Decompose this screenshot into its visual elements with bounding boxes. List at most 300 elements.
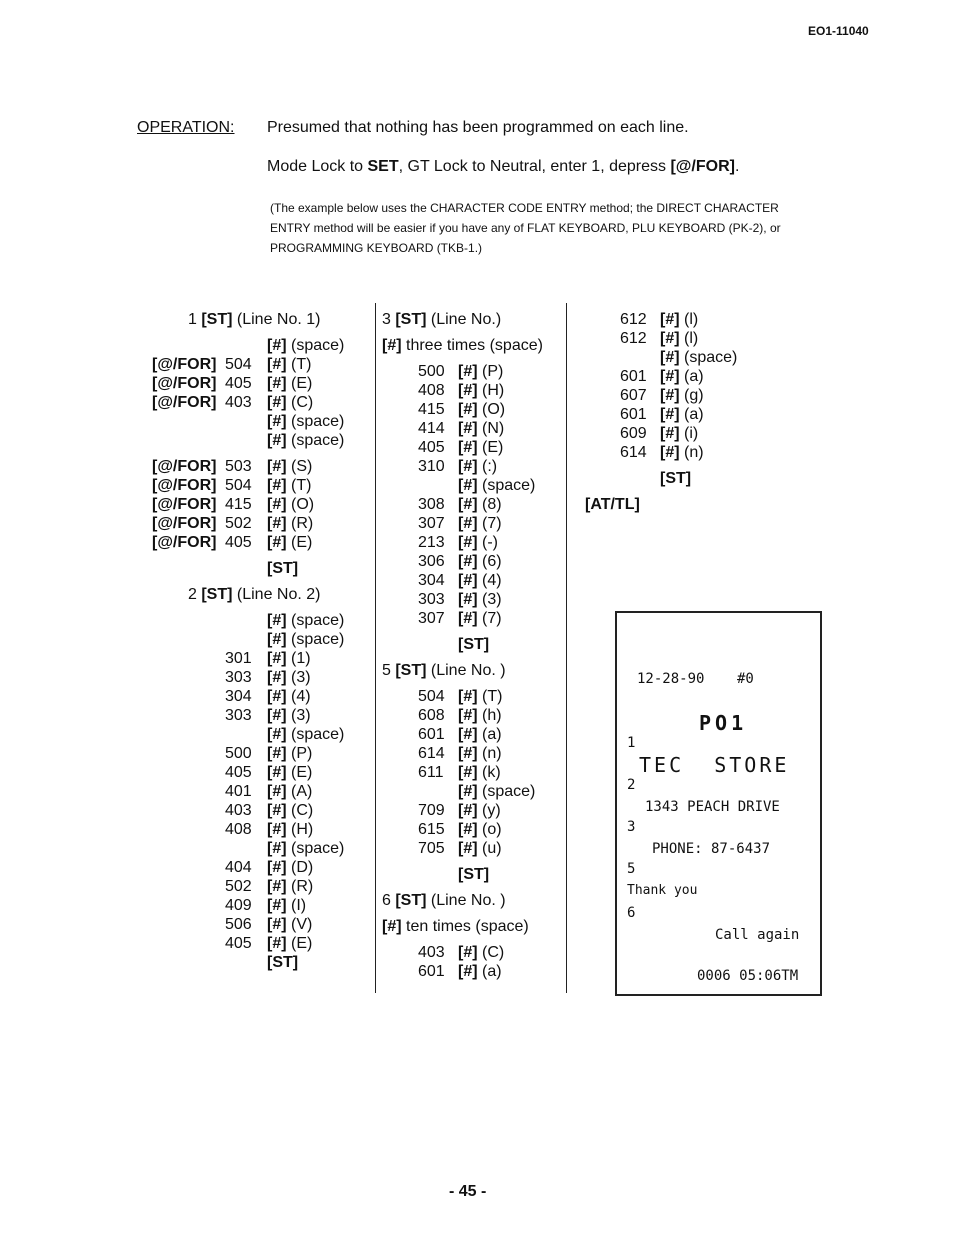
key-char: (space) [286, 631, 345, 648]
instruction-line [380, 476, 565, 495]
instruction-line [380, 609, 565, 628]
instruction-line [580, 329, 800, 348]
hash-key: [#] [267, 337, 287, 354]
line-label: (Line No. 2) [232, 586, 321, 603]
instruction-line [140, 668, 370, 687]
key-char: (space) [286, 337, 345, 354]
instruction-line [580, 367, 800, 386]
key-char: (R) [286, 515, 314, 532]
st-key: [ST] [267, 954, 299, 971]
hash-key: [#] [660, 425, 680, 442]
hash-key: [#] [458, 764, 478, 781]
character-code: 403 [225, 394, 252, 411]
line-heading [382, 661, 506, 680]
key-entry [660, 405, 704, 424]
key-entry [267, 495, 314, 514]
instruction-line [140, 706, 370, 725]
instruction-line [380, 865, 565, 884]
hash-key: [#] [267, 745, 287, 762]
key-entry [458, 381, 504, 400]
instruction-line [380, 687, 565, 706]
st-key: [ST] [395, 892, 427, 909]
character-code: 504 [225, 356, 252, 373]
instruction-line [380, 661, 565, 680]
hash-key: [#] [267, 496, 287, 513]
key-entry [267, 476, 311, 495]
character-code: 414 [418, 420, 445, 437]
hash-key: [#] [458, 572, 478, 589]
hash-key: [#] [458, 515, 478, 532]
key-char: (I) [286, 897, 307, 914]
key-char: (y) [477, 802, 501, 819]
key-entry [267, 763, 312, 782]
character-code: 502 [225, 878, 252, 895]
key-char: (S) [286, 458, 313, 475]
key-entry [660, 424, 698, 443]
instruction-line [140, 839, 370, 858]
instruction-line [140, 355, 370, 374]
instruction-line [140, 514, 370, 533]
entry-method-note: (The example below uses the CHARACTER CODE ENTRY method; the DIRECT CHARACTER ENTRY method will be easier if you have any of FLAT KEYBOARD, PLU KEYBOARD (PK-2), or PROGRAMMING KEYBOARD (TKB-1.) [270, 201, 781, 255]
key-char: (H) [477, 382, 505, 399]
hash-key: [#] [660, 406, 680, 423]
hash-key: [#] [267, 916, 287, 933]
key-entry [458, 400, 505, 419]
key-entry [267, 412, 344, 431]
character-code: 303 [418, 591, 445, 608]
instruction-line [380, 362, 565, 381]
hash-key: [#] [267, 515, 287, 532]
key-char: (a) [477, 726, 502, 743]
instruction-line [140, 782, 370, 801]
line-number: 1 [188, 311, 202, 328]
key-entry [267, 393, 313, 412]
key-char: (V) [286, 916, 313, 933]
key-char: (u) [477, 840, 502, 857]
hash-key: [#] [267, 688, 287, 705]
instruction-line [140, 744, 370, 763]
hash-key: [#] [458, 477, 478, 494]
instruction-line [140, 725, 370, 744]
character-code: 308 [418, 496, 445, 513]
instruction-line [380, 438, 565, 457]
key-entry [267, 782, 312, 801]
key-char: (o) [477, 821, 502, 838]
st-key: [ST] [201, 311, 233, 328]
character-code: 607 [620, 387, 647, 404]
for-key: [@/FOR] [152, 477, 217, 494]
character-code: 301 [225, 650, 252, 667]
instruction-line [380, 590, 565, 609]
key-char: (k) [477, 764, 501, 781]
key-entry [458, 839, 502, 858]
receipt-date: 12-28-90 [637, 671, 705, 687]
hash-key: [#] [458, 610, 478, 627]
line-heading [382, 336, 543, 355]
key-entry [660, 443, 704, 462]
instruction-line [140, 393, 370, 412]
at-tl-key: [AT/TL] [585, 496, 640, 513]
key-char: (3) [477, 591, 502, 608]
line-heading [382, 891, 506, 910]
instruction-line [380, 917, 565, 936]
key-char: (8) [477, 496, 502, 513]
key-char: (n) [679, 444, 704, 461]
character-code: 504 [418, 688, 445, 705]
key-char: (4) [477, 572, 502, 589]
key-entry [267, 431, 344, 450]
key-char: (space) [286, 612, 345, 629]
key-char: (l) [679, 311, 699, 328]
key-char: (3) [286, 669, 311, 686]
character-code: 502 [225, 515, 252, 532]
receipt-line-number: 2 [627, 777, 636, 793]
key-char: (P) [286, 745, 313, 762]
character-code: 608 [418, 707, 445, 724]
st-key: [ST] [267, 560, 299, 577]
instruction-line [380, 763, 565, 782]
character-code: 409 [225, 897, 252, 914]
key-char: (T) [286, 356, 312, 373]
key-char: (E) [286, 935, 313, 952]
column-line-1-2 [140, 310, 370, 972]
key-char: (D) [286, 859, 314, 876]
instruction-line [140, 495, 370, 514]
key-entry [267, 374, 312, 393]
key-char: (7) [477, 515, 502, 532]
receipt-line-number: 6 [627, 905, 636, 921]
character-code: 403 [225, 802, 252, 819]
key-char: (space) [679, 349, 738, 366]
for-key: [@/FOR] [152, 534, 217, 551]
key-entry [458, 476, 535, 495]
character-code: 304 [418, 572, 445, 589]
instruction-line [380, 706, 565, 725]
character-code: 306 [418, 553, 445, 570]
line-heading [382, 310, 501, 329]
instruction-line [380, 419, 565, 438]
character-code: 614 [418, 745, 445, 762]
key-entry [267, 514, 313, 533]
character-code: 601 [620, 406, 647, 423]
hash-key: [#] [458, 401, 478, 418]
hash-key: [#] [458, 944, 478, 961]
hash-key: [#] [267, 802, 287, 819]
instruction-line [140, 585, 370, 604]
character-code: 404 [225, 859, 252, 876]
key-char: (O) [286, 496, 315, 513]
instruction-line [580, 310, 800, 329]
key-char: (4) [286, 688, 311, 705]
key-entry [660, 348, 737, 367]
instruction-line [580, 405, 800, 424]
instruction-line [140, 858, 370, 877]
character-code: 303 [225, 669, 252, 686]
key-char: (space) [286, 840, 345, 857]
for-key: [@/FOR] [152, 375, 217, 392]
operation-line-1: Presumed that nothing has been programmed on each line. [267, 119, 689, 136]
character-code: 601 [418, 963, 445, 980]
key-char: (C) [286, 394, 314, 411]
instruction-line [380, 635, 565, 654]
instruction-line [380, 457, 565, 476]
document-id: EO1-11040 [808, 24, 869, 38]
receipt-line-number: 1 [627, 735, 636, 751]
key-entry [267, 355, 311, 374]
key-char: (T) [286, 477, 312, 494]
instruction-line [140, 801, 370, 820]
key-char: (a) [679, 406, 704, 423]
hash-key: [#] [267, 612, 287, 629]
st-key: [ST] [458, 866, 490, 883]
hash-key: [#] [458, 363, 478, 380]
key-entry [267, 668, 311, 687]
instruction-line [380, 943, 565, 962]
line-heading [382, 917, 529, 936]
key-char: (7) [477, 610, 502, 627]
key-entry [267, 858, 313, 877]
key-char: ten times (space) [401, 918, 529, 935]
character-code: 612 [620, 311, 647, 328]
character-code: 405 [225, 764, 252, 781]
key-entry [458, 943, 504, 962]
character-code: 614 [620, 444, 647, 461]
key-char: (N) [477, 420, 505, 437]
st-key: [ST] [458, 636, 490, 653]
line-label: (Line No. 1) [232, 311, 321, 328]
hash-key: [#] [267, 375, 287, 392]
hash-key: [#] [458, 458, 478, 475]
instruction-line [140, 630, 370, 649]
key-entry [458, 362, 503, 381]
instruction-line [380, 336, 565, 355]
hash-key: [#] [267, 356, 287, 373]
key-entry [458, 744, 502, 763]
st-key: [ST] [660, 470, 692, 487]
instruction-line [140, 896, 370, 915]
hash-key: [#] [458, 420, 478, 437]
key-entry [458, 962, 502, 981]
character-code: 307 [418, 515, 445, 532]
instruction-line [380, 381, 565, 400]
hash-key: [#] [660, 444, 680, 461]
key-char: (l) [679, 330, 699, 347]
for-key: [@/FOR] [152, 458, 217, 475]
receipt-message-2: Call again [715, 927, 800, 943]
key-char: (n) [477, 745, 502, 762]
key-entry [267, 839, 344, 858]
key-entry [267, 706, 311, 725]
hash-key: [#] [267, 534, 287, 551]
key-char: (i) [679, 425, 699, 442]
instruction-line [380, 552, 565, 571]
key-entry [458, 495, 502, 514]
key-entry [267, 457, 312, 476]
instruction-line [140, 476, 370, 495]
hash-key: [#] [458, 821, 478, 838]
key-entry [458, 438, 503, 457]
receipt-store-name: TEC STORE [639, 753, 790, 777]
hash-key: [#] [267, 821, 287, 838]
key-entry [267, 934, 312, 953]
instruction-line [380, 514, 565, 533]
instruction-line [380, 782, 565, 801]
instruction-line [140, 649, 370, 668]
hash-key: [#] [458, 783, 478, 800]
key-char: (E) [286, 764, 313, 781]
hash-key: [#] [458, 802, 478, 819]
hash-key: [#] [267, 413, 287, 430]
hash-key: [#] [267, 859, 287, 876]
key-entry [267, 877, 313, 896]
character-code: 304 [225, 688, 252, 705]
instruction-line [380, 495, 565, 514]
key-char: (g) [679, 387, 704, 404]
instruction-line [140, 457, 370, 476]
line-label: (Line No.) [426, 311, 502, 328]
instruction-line [580, 443, 800, 462]
instruction-line [140, 412, 370, 431]
key-entry [660, 329, 698, 348]
column-divider [375, 303, 376, 993]
key-char: (A) [286, 783, 313, 800]
hash-key: [#] [267, 650, 287, 667]
key-entry [458, 571, 502, 590]
hash-key: [#] [660, 387, 680, 404]
operation-line-2: Mode Lock to SET, GT Lock to Neutral, enter 1, depress [@/FOR]. [267, 158, 740, 175]
receipt-line-number: 5 [627, 861, 636, 877]
character-code: 609 [620, 425, 647, 442]
key-entry [458, 457, 497, 476]
character-code: 506 [225, 916, 252, 933]
character-code: 500 [418, 363, 445, 380]
character-code: 415 [225, 496, 252, 513]
key-entry [458, 552, 502, 571]
hash-key: [#] [458, 591, 478, 608]
key-char: (-) [477, 534, 498, 551]
key-entry [458, 533, 498, 552]
line-number: 3 [382, 311, 396, 328]
key-entry [267, 533, 312, 552]
hash-key: [#] [458, 726, 478, 743]
instruction-line [140, 611, 370, 630]
character-code: 310 [418, 458, 445, 475]
instruction-line [380, 533, 565, 552]
for-key: [@/FOR] [152, 356, 217, 373]
hash-key: [#] [458, 534, 478, 551]
instruction-line [380, 891, 565, 910]
hash-key: [#] [267, 726, 287, 743]
line-label: (Line No. ) [426, 662, 506, 679]
instruction-line [380, 400, 565, 419]
column-line-3-6 [380, 310, 565, 981]
key-entry [660, 310, 698, 329]
hash-key: [#] [458, 840, 478, 857]
page-number: - 45 - [449, 1183, 487, 1200]
key-char: (h) [477, 707, 502, 724]
receipt-line-number: 3 [627, 819, 636, 835]
receipt-message-1: Thank you [627, 883, 698, 898]
key-entry [458, 763, 501, 782]
instruction-line [580, 469, 800, 488]
hash-key: [#] [267, 935, 287, 952]
key-entry [267, 896, 306, 915]
line-heading [188, 585, 321, 604]
key-entry [267, 744, 312, 763]
key-char: (P) [477, 363, 504, 380]
key-char: (E) [477, 439, 504, 456]
character-code: 612 [620, 330, 647, 347]
character-code: 405 [225, 375, 252, 392]
key-entry [267, 820, 313, 839]
instruction-line [380, 820, 565, 839]
hash-key: [#] [660, 330, 680, 347]
key-char: (:) [477, 458, 498, 475]
character-code: 405 [225, 534, 252, 551]
key-entry [458, 820, 502, 839]
character-code: 611 [418, 764, 444, 781]
instruction-line [380, 962, 565, 981]
key-entry [458, 514, 502, 533]
key-char: (a) [477, 963, 502, 980]
key-char: (6) [477, 553, 502, 570]
line-number: 6 [382, 892, 396, 909]
hash-key: [#] [267, 669, 287, 686]
line-number: 2 [188, 586, 202, 603]
character-code: 408 [418, 382, 445, 399]
key-char: (3) [286, 707, 311, 724]
instruction-line [580, 495, 800, 514]
key-char: (space) [477, 783, 536, 800]
key-char: (R) [286, 878, 314, 895]
receipt-store-code: PO1 [699, 711, 748, 735]
key-char: (space) [477, 477, 536, 494]
instruction-line [580, 424, 800, 443]
character-code: 504 [225, 477, 252, 494]
hash-key: [#] [458, 382, 478, 399]
character-code: 213 [418, 534, 445, 551]
column-divider [566, 303, 567, 993]
key-entry [458, 706, 502, 725]
key-char: (T) [477, 688, 503, 705]
hash-key: [#] [458, 496, 478, 513]
hash-key: [#] [267, 783, 287, 800]
for-key: [@/FOR] [152, 496, 217, 513]
character-code: 503 [225, 458, 252, 475]
key-char: (a) [679, 368, 704, 385]
instruction-line [380, 310, 565, 329]
operation-label: OPERATION: [137, 119, 235, 136]
instruction-line [140, 763, 370, 782]
instruction-line [140, 877, 370, 896]
hash-key: [#] [660, 368, 680, 385]
hash-key: [#] [267, 631, 287, 648]
hash-key: [#] [382, 918, 402, 935]
instruction-line [380, 801, 565, 820]
key-char: (C) [477, 944, 505, 961]
key-entry [458, 419, 504, 438]
st-key: [ST] [201, 586, 233, 603]
key-char: (space) [286, 726, 345, 743]
character-code: 405 [418, 439, 445, 456]
key-entry [458, 590, 502, 609]
hash-key: [#] [458, 688, 478, 705]
character-code: 601 [620, 368, 647, 385]
key-char: (E) [286, 375, 313, 392]
hash-key: [#] [458, 553, 478, 570]
instruction-line [140, 915, 370, 934]
receipt-counter: #0 [737, 671, 754, 687]
